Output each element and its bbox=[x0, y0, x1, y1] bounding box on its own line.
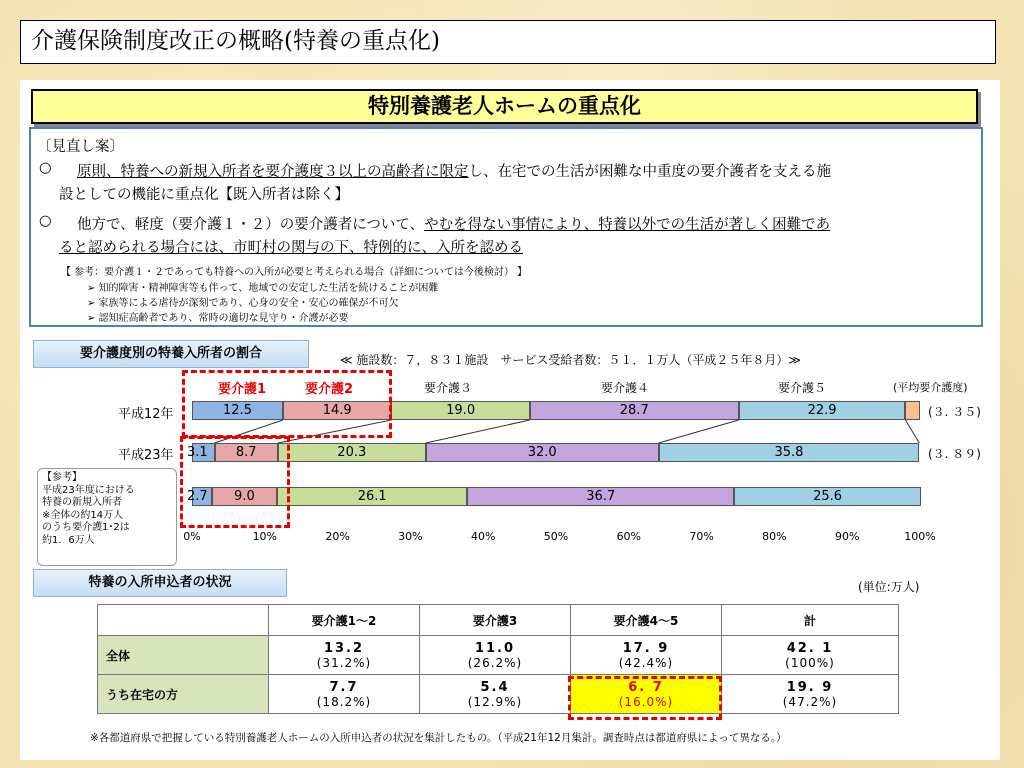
bar-segment-care-1: 3.1 bbox=[192, 443, 215, 462]
x-tick-label: 40% bbox=[470, 530, 496, 543]
unit-label: (単位:万人) bbox=[858, 580, 920, 594]
cell-value: 13.2 bbox=[323, 640, 365, 656]
bar-segment-care-2: 9.0 bbox=[212, 487, 278, 506]
column-header: 要介護1～2 bbox=[269, 605, 420, 636]
reference-note-line: 【参考】 bbox=[42, 472, 82, 483]
table-cell bbox=[571, 636, 722, 675]
highlight-care-1-2-h12 bbox=[182, 370, 392, 438]
row-header: うち在宅の方 bbox=[98, 675, 269, 714]
cell-value: 17. 9 bbox=[622, 640, 670, 656]
cell-percent: (18.2%) bbox=[316, 694, 372, 709]
reference-note-line: ※全体の約14万人 bbox=[42, 509, 124, 521]
review-p2-lead: 他方で、軽度（要介護１・２）の要介護者について、 bbox=[77, 217, 425, 233]
bar-segment-care-1: 2.7 bbox=[192, 487, 212, 506]
bar-segment-care-3: 19.0 bbox=[391, 401, 529, 420]
x-tick-label: 80% bbox=[762, 530, 787, 543]
reference-note-line: 特養の新規入所者 bbox=[42, 497, 122, 508]
cell-value: 11.0 bbox=[474, 640, 516, 656]
facility-count-note: ≪ 施設数：７，８３１施設 サービス受給者数：５１．１万人（平成２５年８月）≫ bbox=[340, 353, 801, 367]
reference-item: ➢ 家族等による虐待が深刻であり、心身の安全・安心の確保が不可欠 bbox=[87, 298, 399, 309]
cell-value: 5.4 bbox=[480, 679, 510, 695]
x-tick-label: 70% bbox=[689, 530, 714, 543]
cell-percent: (26.2%) bbox=[467, 655, 523, 670]
reference-item: ➢ 認知症高齢者であり、常時の適切な見守り・介護が必要 bbox=[87, 313, 349, 324]
legend-care-level-3: 要介護３ bbox=[424, 381, 473, 395]
review-p2-underlined: やむを得ない事情により、特養以外での生活が著しく困難であ bbox=[424, 217, 831, 233]
bar-segment-care-3: 20.3 bbox=[278, 443, 426, 462]
x-tick-label: 100% bbox=[904, 530, 936, 543]
bar-segment-care-5: 25.6 bbox=[734, 487, 920, 506]
cell-value: 19. 9 bbox=[786, 679, 834, 695]
average-care-level-header: (平均要介護度) bbox=[893, 381, 968, 394]
cell-percent: (31.2%) bbox=[316, 655, 372, 670]
bar-segment-care-4: 36.7 bbox=[467, 487, 734, 506]
x-tick-label: 10% bbox=[252, 530, 278, 543]
reference-note-line: 平成23年度における bbox=[42, 484, 135, 496]
connector-line bbox=[659, 420, 739, 443]
reference-note bbox=[37, 468, 177, 566]
cell-percent: (12.9%) bbox=[467, 694, 523, 709]
column-header: 計 bbox=[722, 605, 899, 636]
legend-care-level-5: 要介護５ bbox=[778, 381, 827, 395]
legend-care-level-4: 要介護４ bbox=[601, 381, 650, 395]
row-label-h12: 平成12年 bbox=[118, 407, 174, 422]
row-label-h23: 平成23年 bbox=[118, 448, 174, 463]
table-cell bbox=[420, 636, 571, 675]
cell-value: 42. 1 bbox=[786, 640, 834, 656]
slide-title: 介護保険制度改正の概略(特養の重点化) bbox=[20, 20, 996, 64]
table-cell bbox=[420, 675, 571, 714]
bar-segment-care-1: 12.5 bbox=[192, 401, 283, 420]
bar-segment-care-4: 32.0 bbox=[426, 443, 659, 462]
cell-percent: (42.4%) bbox=[618, 655, 674, 670]
x-tick-label: 30% bbox=[398, 530, 423, 543]
reference-note-line: のうち要介護1･2は bbox=[42, 522, 130, 533]
table-row bbox=[98, 675, 899, 714]
table-cell bbox=[722, 675, 899, 714]
bullet-mark-2: ○ bbox=[39, 213, 52, 229]
review-paragraph-1-cont: 設としての機能に重点化【既入所者は除く】 bbox=[59, 187, 349, 203]
bar-segment-care-2: 14.9 bbox=[283, 401, 391, 420]
reference-heading: 【 参考：要介護１・２であっても特養への入所が必要と考えられる場合（詳細については今後検討） 】 bbox=[61, 267, 528, 278]
cell-percent: (47.2%) bbox=[782, 694, 838, 709]
cell-percent: (100%) bbox=[785, 655, 835, 670]
table-corner bbox=[98, 605, 269, 636]
table-cell bbox=[269, 675, 420, 714]
applicants-section-label: 特養の入所申込者の状況 bbox=[33, 569, 287, 597]
bar-segment-care-4: 28.7 bbox=[530, 401, 739, 420]
legend-care-level-2: 要介護2 bbox=[305, 382, 354, 397]
x-tick-label: 0% bbox=[183, 530, 201, 543]
bar-segment-care-2: 8.7 bbox=[215, 443, 278, 462]
column-header: 要介護3 bbox=[420, 605, 571, 636]
reference-note-line: 約1．6万人 bbox=[42, 534, 95, 546]
review-paragraph-2-cont: ると認められる場合には、市町村の関与の下、特例的に、入所を認める bbox=[59, 240, 523, 256]
table-row bbox=[98, 636, 899, 675]
review-p1-rest: し、在宅での生活が困難な中重度の要介護者を支える施 bbox=[468, 164, 831, 180]
review-p1-underlined: 原則、特養への新規入所者を要介護度３以上の高齢者に限定 bbox=[77, 164, 469, 180]
review-heading: 〔見直し案〕 bbox=[37, 139, 124, 155]
connector-line bbox=[426, 420, 530, 443]
x-tick-label: 90% bbox=[834, 530, 860, 543]
bullet-mark-1: ○ bbox=[39, 160, 52, 176]
average-h12: (３. ３５) bbox=[928, 405, 981, 419]
row-header: 全体 bbox=[98, 636, 269, 675]
x-tick-label: 20% bbox=[325, 530, 350, 543]
legend-care-level-1: 要介護1 bbox=[218, 382, 267, 397]
bar-segment-care-3: 26.1 bbox=[277, 487, 467, 506]
cell-value: 7.7 bbox=[329, 679, 359, 695]
cell-percent: (16.0%) bbox=[618, 694, 674, 709]
x-tick-label: 60% bbox=[616, 530, 642, 543]
column-header: 要介護4～5 bbox=[571, 605, 722, 636]
reference-item: ➢ 知的障害・精神障害等も伴って、地域での安定した生活を続けることが困難 bbox=[87, 283, 439, 294]
bar-segment-care-5: 22.9 bbox=[739, 401, 906, 420]
table-cell bbox=[269, 636, 420, 675]
average-h23: (３. ８９) bbox=[928, 447, 981, 461]
connector-line bbox=[905, 420, 919, 443]
table-cell bbox=[722, 636, 899, 675]
bar-segment-care-5: 35.8 bbox=[659, 443, 920, 462]
highlight-care-1-2-h23 bbox=[180, 436, 290, 528]
footnote: ※各都道府県で把握している特別養護老人ホームの入所申込者の状況を集計したもの。（平成21年12月集計。調査時点は都道府県によって異なる。） bbox=[90, 732, 787, 744]
cell-value: 6. 7 bbox=[628, 679, 664, 695]
x-tick-label: 50% bbox=[543, 530, 569, 543]
banner-title: 特別養護老人ホームの重点化 bbox=[31, 89, 978, 124]
highlight-home-care-4-5 bbox=[568, 676, 722, 720]
applicants-table bbox=[97, 604, 899, 714]
ratio-section-label: 要介護度別の特養入所者の割合 bbox=[33, 340, 309, 368]
